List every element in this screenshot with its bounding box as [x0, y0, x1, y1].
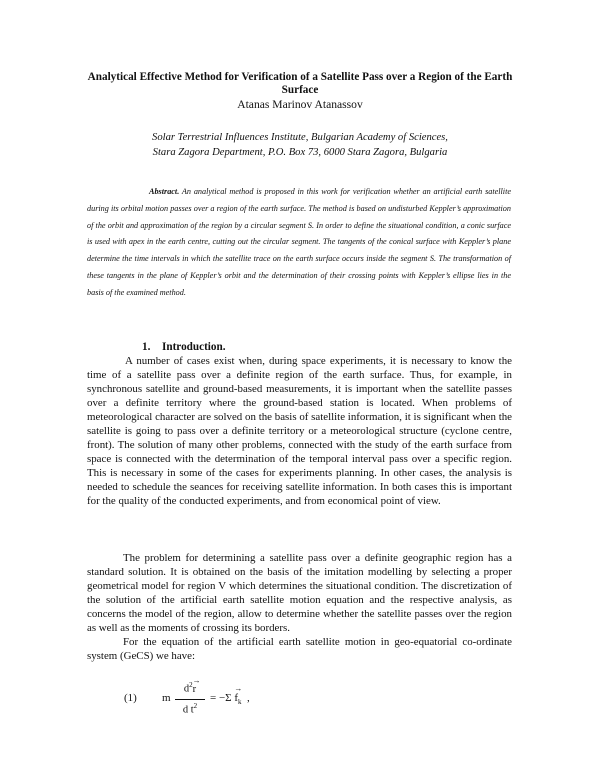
paper-title: Analytical Effective Method for Verification of a Satellite Pass over a Region of the Earth Surface	[87, 71, 513, 96]
affiliation-line-2: Stara Zagora Department, P.O. Box 73, 6000 Stara Zagora, Bulgaria	[152, 147, 448, 158]
equation-numerator: $d^2$ → r	[183, 675, 201, 695]
abstract-label: Abstract.	[149, 187, 180, 196]
abstract-text: An analytical method is proposed in this work for verification whether an artificial earth satellite during its orbital motion passes over a region of the earth surface. The method is based on undisturbed Keppler’s approximation of the orbit and approximation of the region by a circular segment S. In order to define the situational condition, a conic surface is used with apex in the earth centre, cutting out the circular segment. The tangents of the conical surface with Keppler’s plane determine the time intervals in which the satellite trace on the earth surface occurs inside the segment S. The transformation of these tangents in the plane of Keppler’s orbit and the determination of their crossing points with Keppler’s ellipse lies in the basis of the examined method.	[87, 187, 511, 297]
section-title: Introduction.	[162, 341, 226, 353]
section-number: 1.	[142, 341, 151, 353]
fraction-bar	[175, 699, 205, 700]
paragraph-3: For the equation of the artificial earth satellite motion in geo-equatorial co-ordinate system (GeCS) we have:	[87, 636, 512, 662]
equation-mass: m	[162, 692, 171, 704]
equation-1	[124, 675, 344, 720]
author-name: Atanas Marinov Atanassov	[237, 98, 363, 111]
equation-rhs: = −Σ → $f_k$ ,	[210, 684, 250, 707]
vector-arrow-icon: →	[192, 675, 201, 685]
affiliation	[0, 130, 600, 160]
abstract	[87, 184, 511, 302]
paragraph-2: The problem for determining a satellite pass over a definite geographic region has a standard solution. It is obtained on the basis of the imitation modelling by selecting a proper geometrical model for region V which determines the situational condition. The discretization of the solution of the artificial earth satellite motion equation and the respective analysis, as concerns the model of the region, allow to determine whether the satellite passes over the region as well as the moments of crossing its borders.	[87, 552, 512, 634]
equation-denominator: d $t^2$	[182, 702, 198, 716]
equation-number: (1)	[124, 692, 137, 704]
affiliation-line-1: Solar Terrestrial Influences Institute, Bulgarian Academy of Sciences,	[152, 132, 448, 143]
section-heading	[142, 341, 226, 353]
paragraph-1: A number of cases exist when, during space experiments, it is necessary to know the time of a satellite pass over a definite region of the earth surface. Thus, for example, in synchronous satellite and ground-based measurements, it is important when the satellite passes over a definite territory where the ground-based station is located. When problems of meteorological character are solved on the basis of satellite information, it is significant when the satellite is going to pass over a definite territory or a meteorological structure (cyclone centre, front). The solution of many other problems, connected with the study of the earth surface from space is connected with the determination of the temporal interval pass over a specific region. This is necessary in some of the cases for experiments planning. In other cases, the analysis is needed to schedule the seances for receiving satellite information. In both cases this is important for the quality of the conducted experiments, and from economical point of view.	[87, 355, 512, 507]
vector-arrow-icon: →	[234, 684, 243, 693]
